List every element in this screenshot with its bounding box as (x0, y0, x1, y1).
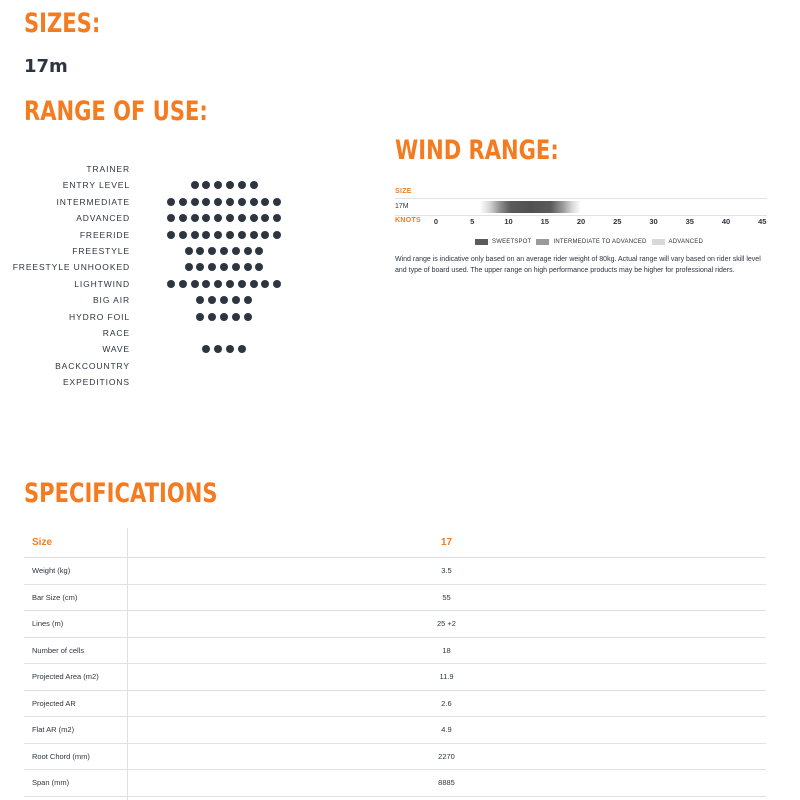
range-dot (196, 296, 204, 304)
spec-name: Root Chord (mm) (32, 751, 90, 761)
range-dots (0, 374, 320, 390)
range-dot (214, 198, 222, 206)
range-dot (226, 280, 234, 288)
range-dot (191, 181, 199, 189)
range-dot (273, 198, 281, 206)
range-dot (244, 247, 252, 255)
wind-tick-label: 40 (721, 217, 731, 226)
range-row (0, 210, 320, 226)
spec-name: Span (mm) (32, 778, 70, 787)
spec-header-row (24, 528, 766, 558)
wind-tick-label: 45 (758, 217, 767, 226)
wind-range-note: Wind range is indicative only based on an average rider weight of 80kg. Actual range will vary based on rider skill level and type of board used. The upper range on high performance products may be higher for professional riders. (395, 256, 761, 274)
range-dot (232, 296, 240, 304)
range-label: WAVE (102, 344, 130, 355)
spec-row (24, 585, 766, 612)
range-row (0, 194, 320, 210)
spec-value: 55 (442, 592, 451, 602)
range-dots (0, 177, 320, 193)
range-row (0, 259, 320, 275)
spec-name: Bar Size (cm) (32, 592, 78, 602)
range-dot (191, 280, 199, 288)
range-dot (250, 181, 258, 189)
spec-name: Projected Area (m2) (32, 672, 99, 681)
range-dot (196, 313, 204, 321)
range-label: BACKCOUNTRY (55, 360, 130, 371)
spec-row (24, 691, 766, 718)
range-row (0, 276, 320, 292)
wind-legend-swatch (475, 239, 488, 245)
range-row (0, 243, 320, 259)
range-dot (208, 247, 216, 255)
range-dot (226, 198, 234, 206)
range-dot (214, 181, 222, 189)
range-dot (244, 296, 252, 304)
wind-range-bar (480, 201, 582, 213)
range-dot (214, 214, 222, 222)
wind-legend-item (475, 239, 531, 245)
range-label: FREERIDE (79, 229, 130, 240)
wind-tick-label: 25 (613, 217, 622, 226)
spec-name: Projected AR (32, 698, 76, 708)
range-row (0, 358, 320, 374)
wind-knots-label: KNOTS (395, 217, 421, 224)
range-dot (226, 345, 234, 353)
range-dot (232, 313, 240, 321)
spec-row (24, 638, 766, 665)
wind-legend-swatch (536, 239, 549, 245)
range-dot (238, 214, 246, 222)
range-dots (0, 292, 320, 308)
range-dot (220, 247, 228, 255)
spec-row (24, 717, 766, 744)
range-dot (202, 345, 210, 353)
wind-legend-item (652, 239, 704, 245)
range-dot (238, 181, 246, 189)
wind-legend-item (536, 239, 646, 245)
range-dot (202, 181, 210, 189)
wind-legend-label: INTERMEDIATE TO ADVANCED (553, 239, 647, 245)
range-of-use-heading: RANGE OF USE: (24, 96, 208, 127)
range-label: TRAINER (86, 164, 130, 174)
spec-row (24, 611, 766, 638)
wind-tick-label: 30 (649, 217, 658, 226)
specifications-heading: SPECIFICATIONS (24, 478, 218, 509)
spec-header-name: Size (32, 537, 53, 548)
range-dot (202, 198, 210, 206)
range-dot (250, 198, 258, 206)
wind-legend (475, 239, 708, 245)
range-dot (179, 231, 187, 239)
range-dot (220, 313, 228, 321)
range-row (0, 341, 320, 357)
range-label: LIGHTWIND (74, 278, 130, 289)
sizes-heading: SIZES: (24, 8, 101, 39)
range-dot (232, 247, 240, 255)
range-dot (167, 231, 175, 239)
range-dots (0, 341, 320, 357)
range-dot (179, 280, 187, 288)
range-label: FREESTYLE (72, 245, 130, 256)
range-dot (196, 247, 204, 255)
spec-column-divider (127, 528, 128, 800)
range-row (0, 177, 320, 193)
spec-name: Lines (m) (32, 619, 64, 628)
range-dot (208, 263, 216, 271)
range-dot (196, 263, 204, 271)
range-dot (273, 231, 281, 239)
spec-row (24, 664, 766, 691)
range-row (0, 161, 320, 177)
wind-range-heading: WIND RANGE: (395, 135, 559, 166)
range-dot (220, 296, 228, 304)
range-dots (0, 243, 320, 259)
range-dot (238, 345, 246, 353)
range-row (0, 292, 320, 308)
range-dots (0, 161, 320, 177)
range-dot (185, 247, 193, 255)
range-label: INTERMEDIATE (56, 196, 130, 207)
wind-tick-label: 35 (685, 217, 694, 226)
range-dots (0, 358, 320, 374)
range-dot (250, 214, 258, 222)
range-label: RACE (102, 327, 130, 338)
spec-value: 3.5 (441, 566, 452, 575)
range-dot (214, 231, 222, 239)
wind-legend-label: SWEETSPOT (492, 239, 532, 245)
range-dot (220, 263, 228, 271)
range-dot (261, 198, 269, 206)
range-row (0, 309, 320, 325)
range-dot (244, 263, 252, 271)
range-row (0, 374, 320, 390)
range-dot (250, 231, 258, 239)
spec-name: Flat AR (m2) (32, 725, 75, 734)
range-dots (0, 325, 320, 341)
range-dot (185, 263, 193, 271)
range-dot (191, 214, 199, 222)
spec-row (24, 744, 766, 771)
range-dot (202, 280, 210, 288)
range-dot (167, 198, 175, 206)
range-dot (273, 214, 281, 222)
wind-tick-label: 5 (470, 217, 475, 226)
range-dots (0, 259, 320, 275)
range-label: FREESTYLE UNHOOKED (12, 262, 130, 273)
range-label: BIG AIR (92, 295, 130, 306)
wind-tick-label: 0 (433, 217, 439, 226)
range-dot (179, 214, 187, 222)
range-dot (255, 263, 263, 271)
range-dots (0, 227, 320, 243)
wind-tick-label: 15 (540, 217, 549, 226)
range-of-use-list (0, 161, 320, 390)
range-row (0, 325, 320, 341)
range-dot (250, 280, 258, 288)
spec-name: Number of cells (32, 645, 85, 655)
spec-value: 8885 (438, 778, 455, 787)
range-dot (191, 198, 199, 206)
range-dots (0, 210, 320, 226)
spec-header-value: 17 (440, 537, 453, 548)
wind-divider (395, 198, 767, 199)
range-dot (202, 231, 210, 239)
range-dot (214, 280, 222, 288)
range-dots (0, 194, 320, 210)
spec-row (24, 770, 766, 797)
range-dot (167, 214, 175, 222)
range-label: EXPEDITIONS (62, 377, 130, 388)
spec-value: 2270 (438, 751, 455, 761)
range-dot (202, 214, 210, 222)
size-value: 17m (24, 56, 68, 77)
wind-row-label: 17M (395, 203, 409, 210)
spec-value: 4.9 (441, 725, 452, 734)
range-dot (226, 214, 234, 222)
range-dot (261, 280, 269, 288)
wind-divider (395, 215, 767, 216)
range-dot (255, 247, 263, 255)
wind-tick-label: 20 (576, 217, 586, 226)
spec-value: 25 +2 (437, 619, 456, 628)
range-dot (167, 280, 175, 288)
spec-name: Weight (kg) (32, 566, 71, 575)
wind-size-label: SIZE (395, 188, 412, 195)
range-label: ENTRY LEVEL (62, 180, 130, 191)
range-dot (191, 231, 199, 239)
range-dot (232, 263, 240, 271)
range-dot (208, 313, 216, 321)
range-dots (0, 276, 320, 292)
range-dot (226, 231, 234, 239)
range-label: ADVANCED (76, 213, 130, 224)
range-dot (261, 231, 269, 239)
range-dot (179, 198, 187, 206)
range-dots (0, 309, 320, 325)
range-dot (208, 296, 216, 304)
wind-legend-swatch (652, 239, 665, 245)
range-label: HYDRO FOIL (69, 311, 130, 322)
range-dot (238, 231, 246, 239)
range-dot (238, 280, 246, 288)
spec-value: 11.9 (439, 672, 454, 681)
range-dot (226, 181, 234, 189)
wind-tick-label: 10 (504, 217, 513, 226)
range-dot (244, 313, 252, 321)
range-dot (273, 280, 281, 288)
spec-row (24, 558, 766, 585)
range-dot (261, 214, 269, 222)
range-dot (214, 345, 222, 353)
spec-value: 2.6 (441, 698, 452, 708)
range-dot (238, 198, 246, 206)
specifications-table (24, 528, 766, 797)
range-row (0, 227, 320, 243)
wind-legend-label: ADVANCED (668, 239, 704, 245)
spec-value: 18 (442, 645, 451, 655)
